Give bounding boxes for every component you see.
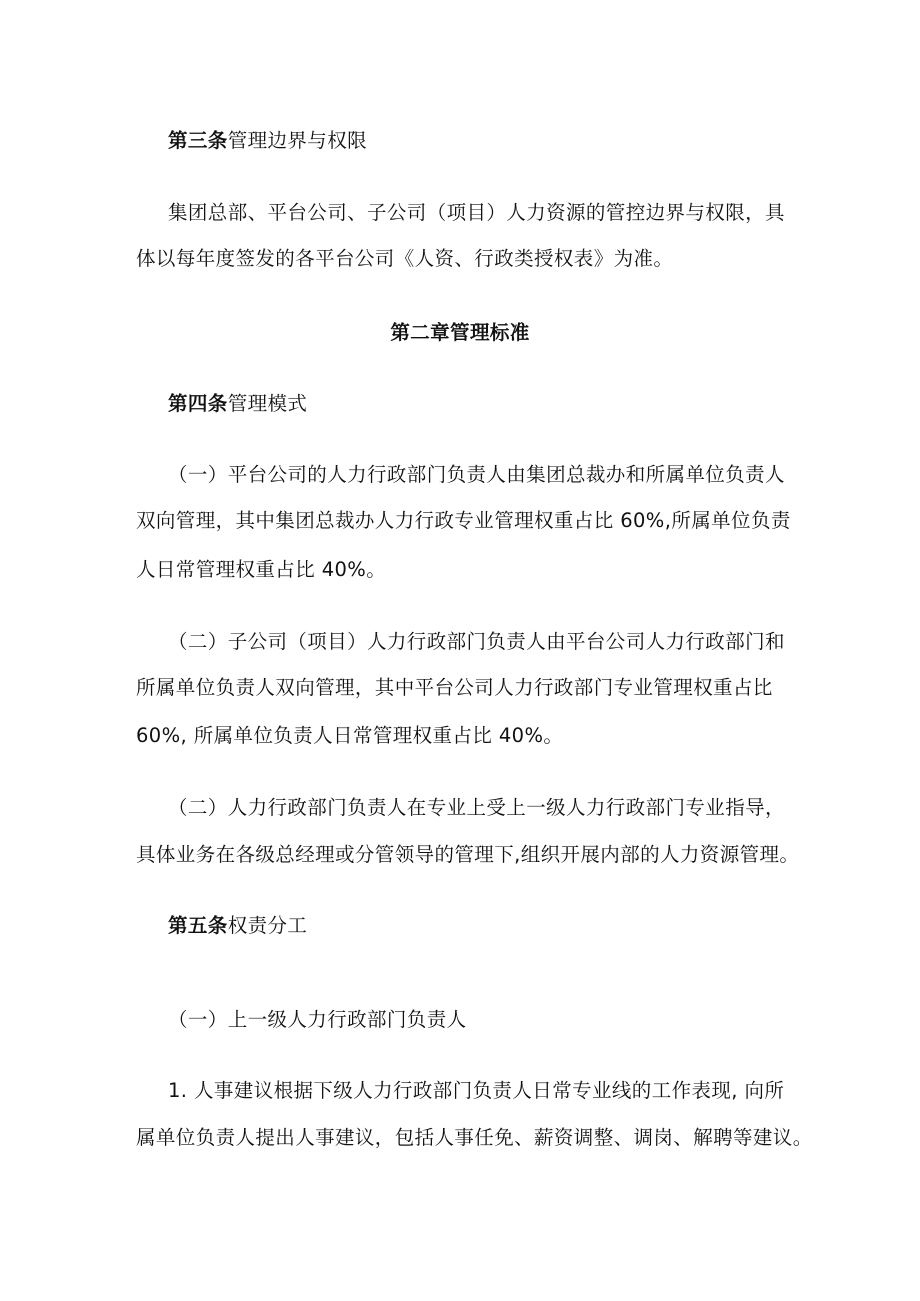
article-5-subsection-1-title: （一）上一级人力行政部门负责人 xyxy=(168,1008,467,1031)
article-3-heading xyxy=(168,126,367,156)
article-4-item-2-line-2: 所属单位负责人双向管理，其中平台公司人力行政部门专业管理权重占比 xyxy=(136,676,773,699)
article-4-item-1-line-3: 人日常管理权重占比 40%。 xyxy=(136,558,387,581)
article-5-heading xyxy=(168,911,307,941)
article-3-paragraph-line-1: 集团总部、平台公司、子公司（项目）人力资源的管控边界与权限，具 xyxy=(168,201,785,224)
article-4-item-3-line-1: （二）人力行政部门负责人在专业上受上一级人力行政部门专业指导， xyxy=(168,796,785,819)
article-4-number: 第四条 xyxy=(168,392,228,415)
article-4-item-2-line-3: 60%, 所属单位负责人日常管理权重占比 40%。 xyxy=(136,724,564,747)
article-3-number: 第三条 xyxy=(168,129,228,152)
article-4-heading xyxy=(168,389,307,419)
chapter-2-title: 第二章管理标准 xyxy=(390,321,530,344)
article-5-point-1-line-1: 1. 人事建议根据下级人力行政部门负责人日常专业线的工作表现, 向所 xyxy=(168,1079,785,1102)
article-5-title: 权责分工 xyxy=(227,914,308,937)
article-3-title: 管理边界与权限 xyxy=(227,129,368,152)
article-4-item-2-line-1: （二）子公司（项目）人力行政部门负责人由平台公司人力行政部门和 xyxy=(168,630,785,653)
article-5-number: 第五条 xyxy=(168,914,228,937)
article-4-item-1-line-1: （一）平台公司的人力行政部门负责人由集团总裁办和所属单位负责人 xyxy=(168,463,785,486)
article-5-point-1-line-2: 属单位负责人提出人事建议，包括人事任免、薪资调整、调岗、解聘等建议。 xyxy=(136,1126,813,1149)
article-4-item-1-line-2: 双向管理，其中集团总裁办人力行政专业管理权重占比 60%,所属单位负责 xyxy=(136,509,791,532)
article-4-title: 管理模式 xyxy=(227,392,308,415)
article-4-item-3-line-2: 具体业务在各级总经理或分管领导的管理下,组织开展内部的人力资源管理。 xyxy=(136,843,800,866)
article-3-paragraph-line-2: 体以每年度签发的各平台公司《人资、行政类授权表》为准。 xyxy=(136,247,674,270)
